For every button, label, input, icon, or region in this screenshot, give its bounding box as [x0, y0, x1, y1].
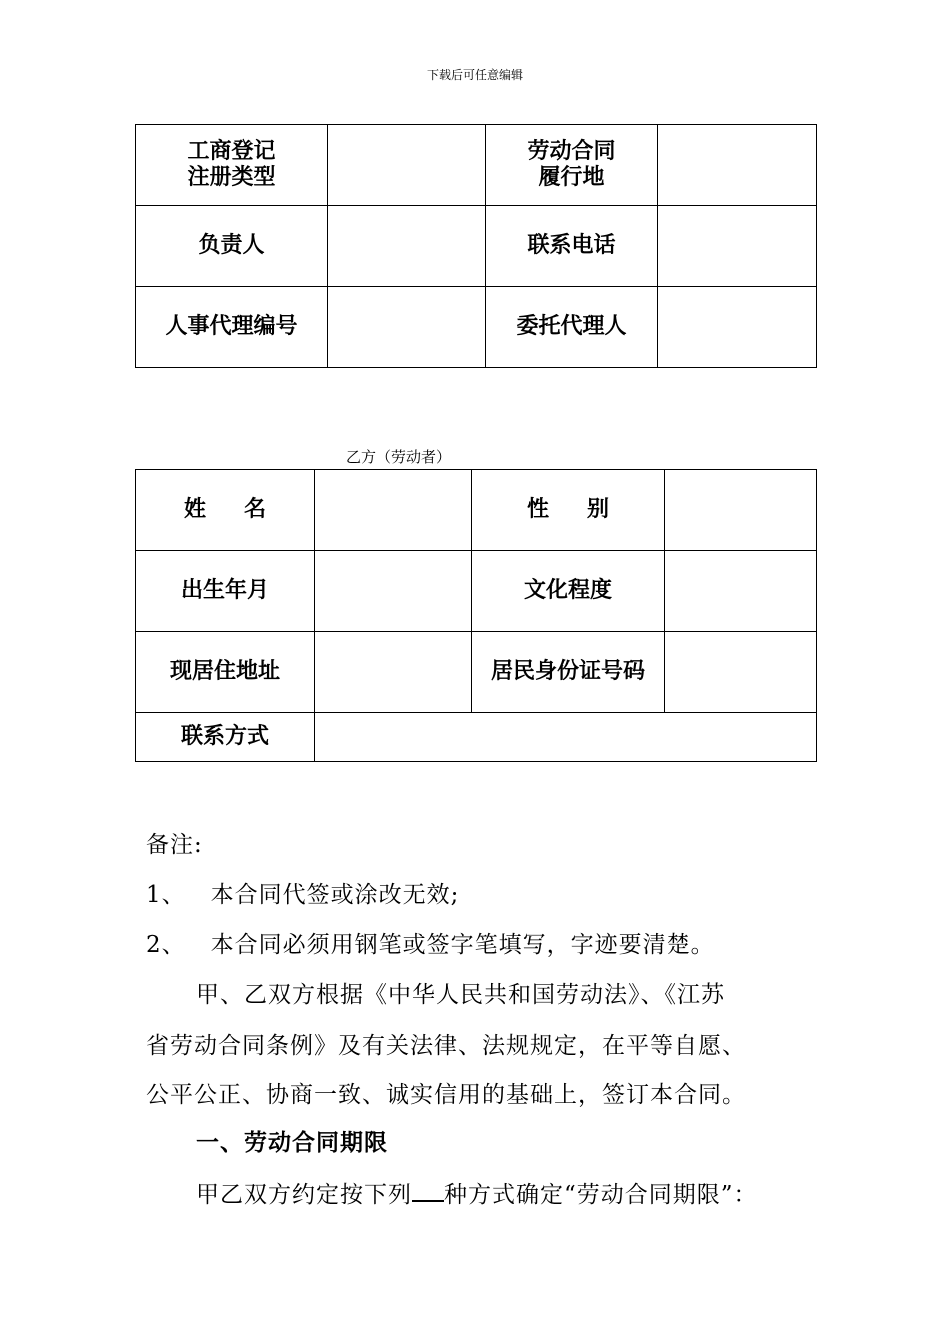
- section-1-text: [196, 1176, 806, 1209]
- name-field[interactable]: [315, 470, 472, 551]
- party-b-caption: 乙方（劳动者）: [346, 448, 452, 466]
- intro-line-3: 公平公正、协商一致、诚实信用的基础上，签订本合同。: [146, 1082, 746, 1108]
- gender-field[interactable]: [665, 470, 817, 551]
- responsible-person-label: 负责人: [136, 206, 328, 287]
- birth-date-field[interactable]: [315, 551, 472, 632]
- contact-method-field[interactable]: [315, 713, 817, 762]
- intro-line-2: 省劳动合同条例》及有关法律、法规规定，在平等自愿、: [146, 1033, 746, 1059]
- section-1-text-before: 甲乙双方约定按下列: [196, 1182, 412, 1208]
- table-row: [136, 713, 817, 762]
- table-row: [136, 470, 817, 551]
- note-item-1: 1、 本合同代签或涂改无效;: [146, 882, 460, 908]
- registration-type-label-line1: 工商登记: [187, 139, 276, 164]
- gender-label: 性别: [472, 470, 665, 551]
- id-number-field[interactable]: [665, 632, 817, 713]
- education-label: 文化程度: [472, 551, 665, 632]
- table-row: [136, 125, 817, 206]
- education-field[interactable]: [665, 551, 817, 632]
- contract-location-label-line1: 劳动合同: [527, 139, 616, 164]
- method-blank-field[interactable]: [412, 1178, 444, 1202]
- notes-title: 备注:: [146, 832, 203, 858]
- birth-date-label: 出生年月: [136, 551, 315, 632]
- intro-line-1: 甲、乙双方根据《中华人民共和国劳动法》、《江苏: [196, 982, 725, 1008]
- table-row: [136, 206, 817, 287]
- note-item-2: 2、 本合同必须用钢笔或签字笔填写，字迹要清楚。: [146, 932, 715, 958]
- contract-location-label-line2: 履行地: [538, 165, 605, 190]
- header-note: 下载后可任意编辑: [426, 68, 523, 82]
- section-1-heading: 一、劳动合同期限: [196, 1130, 388, 1156]
- table-row: [136, 287, 817, 368]
- name-label: 姓名: [136, 470, 315, 551]
- table-row: [136, 551, 817, 632]
- responsible-person-field[interactable]: [328, 206, 486, 287]
- party-b-info-table: [135, 469, 817, 762]
- contact-phone-field[interactable]: [658, 206, 817, 287]
- table-row: [136, 632, 817, 713]
- hr-agency-number-label: 人事代理编号: [136, 287, 328, 368]
- address-label: 现居住地址: [136, 632, 315, 713]
- hr-agency-number-field[interactable]: [328, 287, 486, 368]
- party-a-info-table: [135, 124, 817, 368]
- contact-phone-label: 联系电话: [486, 206, 658, 287]
- section-1-text-after: 种方式确定“劳动合同期限”：: [444, 1182, 758, 1208]
- registration-type-label: [136, 125, 328, 206]
- contract-location-label: [486, 125, 658, 206]
- address-field[interactable]: [315, 632, 472, 713]
- contract-location-field[interactable]: [658, 125, 817, 206]
- registration-type-field[interactable]: [328, 125, 486, 206]
- contact-method-label: 联系方式: [136, 713, 315, 762]
- id-number-label: 居民身份证号码: [472, 632, 665, 713]
- registration-type-label-line2: 注册类型: [187, 165, 276, 190]
- entrusted-agent-label: 委托代理人: [486, 287, 658, 368]
- entrusted-agent-field[interactable]: [658, 287, 817, 368]
